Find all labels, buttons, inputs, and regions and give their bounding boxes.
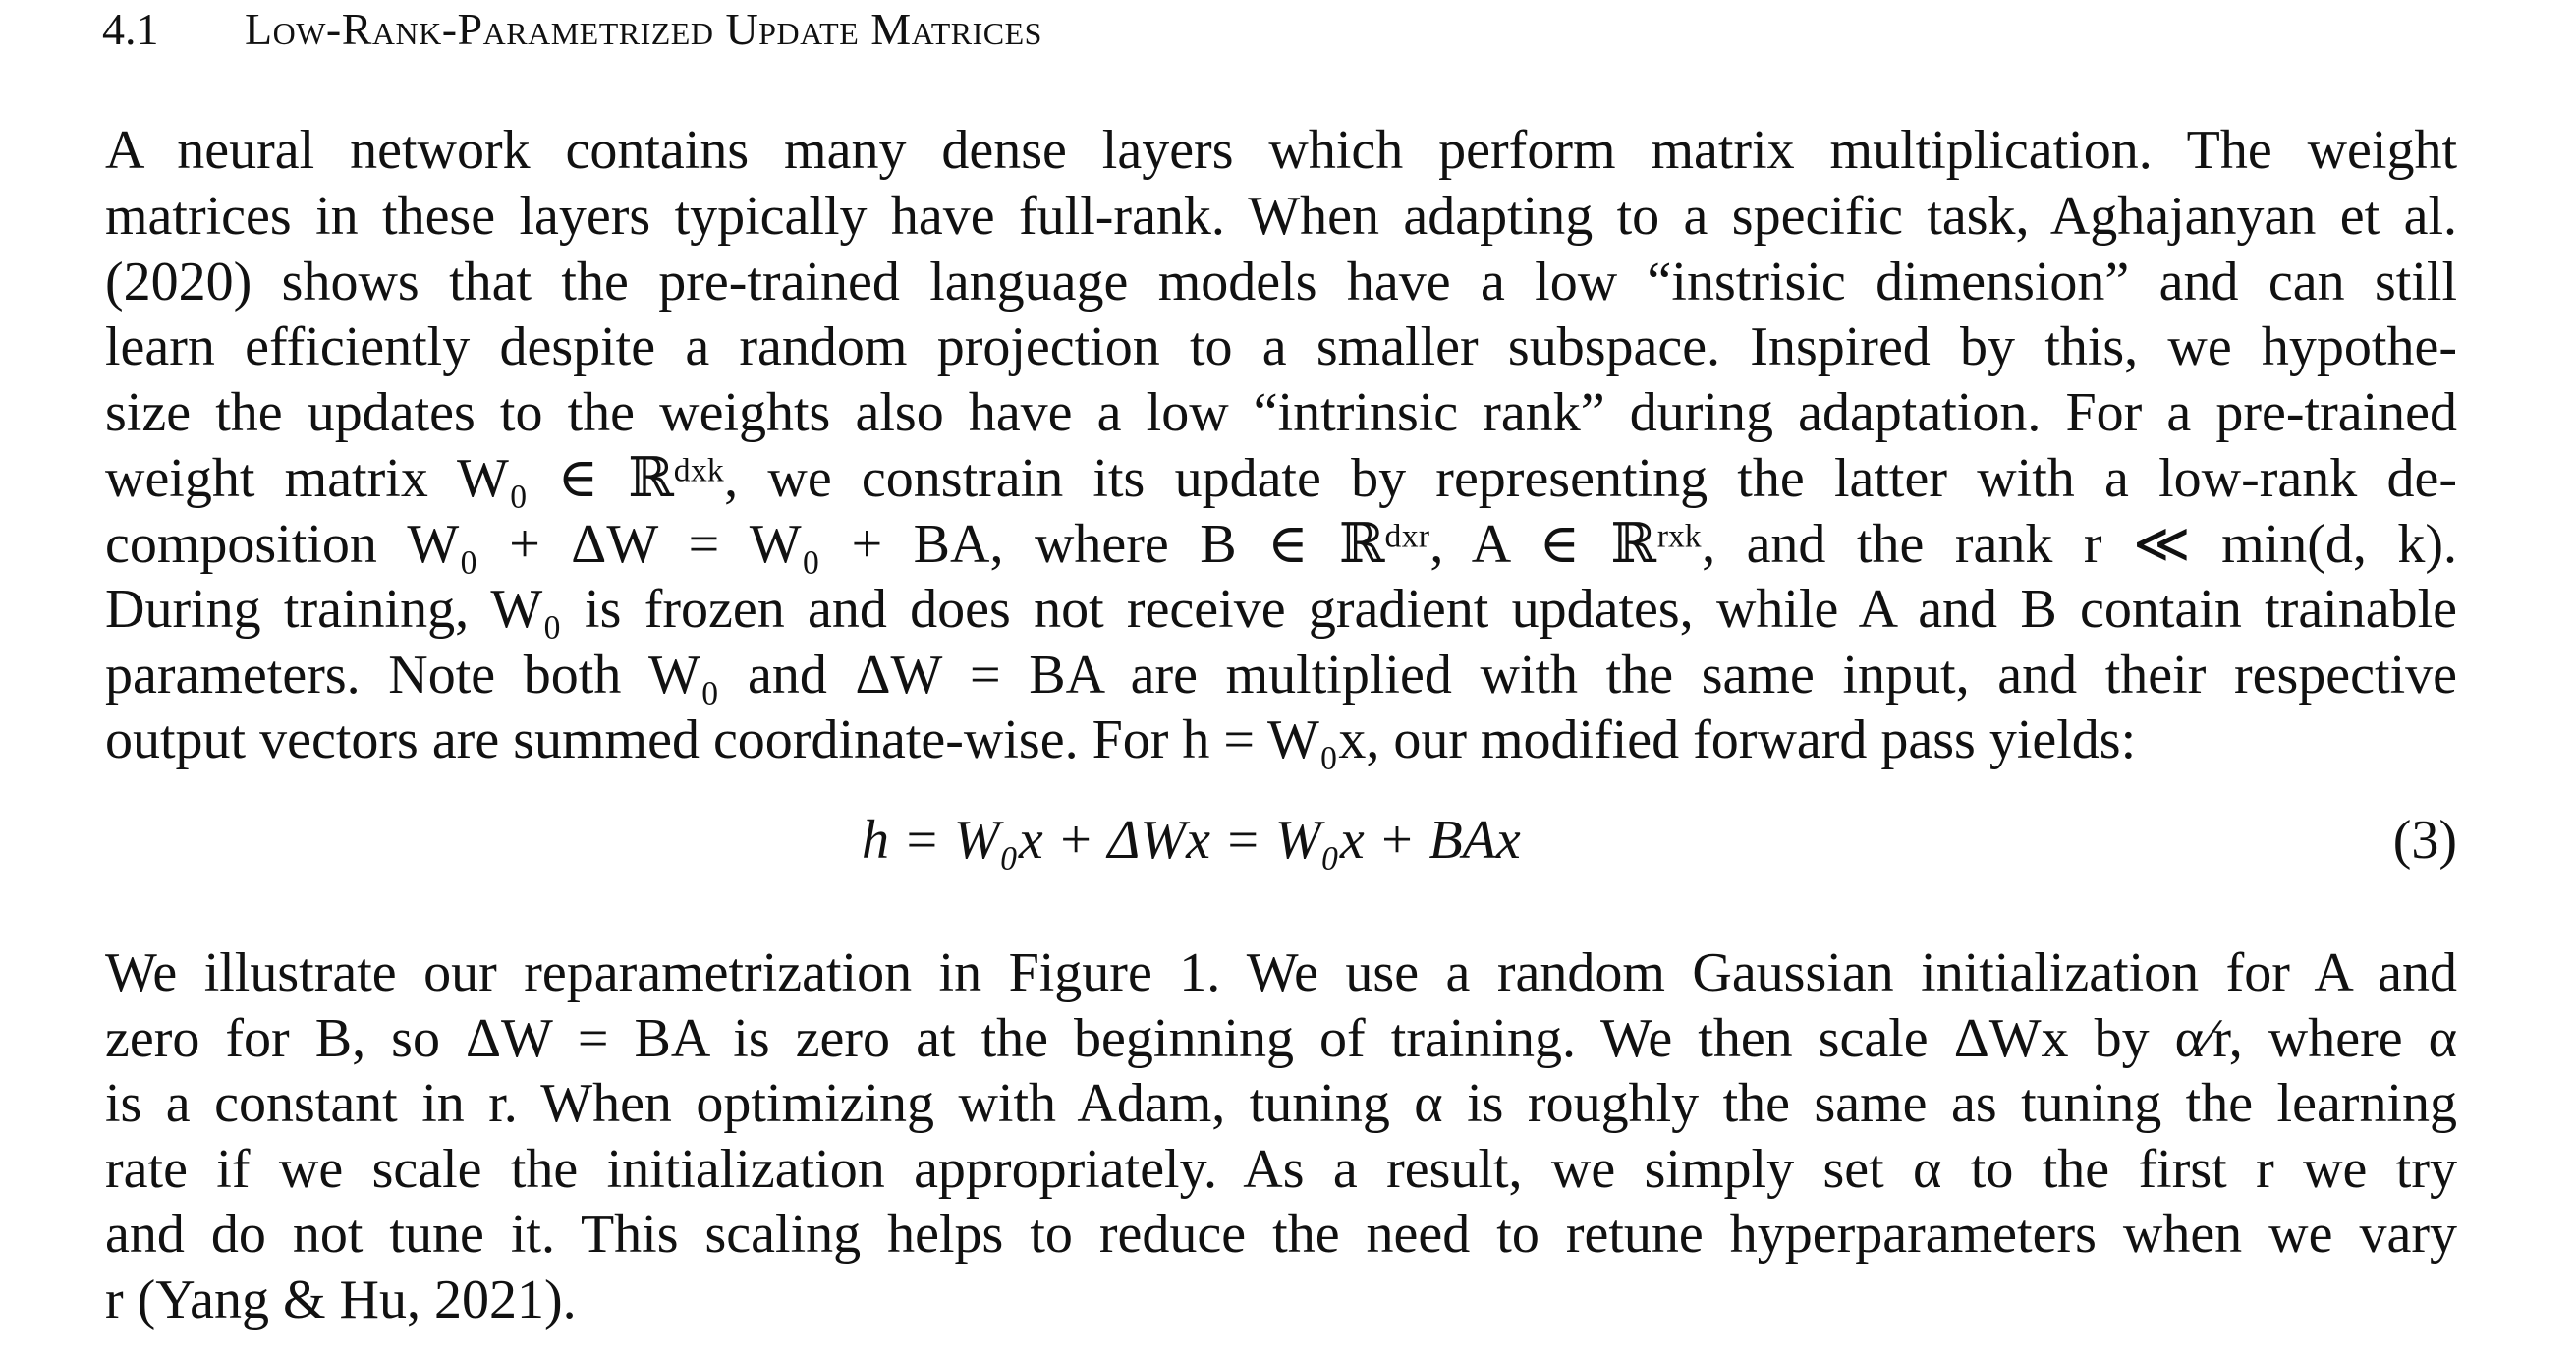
text-line: output vectors are summed coordinate-wise. For h = W₀x, our modified forward pass yields: <box>105 709 2137 770</box>
text-line: composition W₀ + ΔW = W₀ + BA, where B ∈ ℝᵈˣʳ, A ∈ ℝʳˣᵏ, and the rank r ≪ min(d, k). <box>105 514 2457 575</box>
text-line: We illustrate our reparametrization in Figure 1. We use a random Gaussian initialization for A and <box>105 942 2457 1003</box>
text-line: matrices in these layers typically have full-rank. When adapting to a specific task, Aghajanyan et al. <box>105 186 2457 247</box>
section-title: Low-Rank-Parametrized Update Matrices <box>245 4 1042 54</box>
text-line: learn efficiently despite a random projection to a smaller subspace. Inspired by this, we hypothe- <box>105 316 2457 377</box>
text-line: rate if we scale the initialization appropriately. As a result, we simply set α to the first r we try <box>105 1139 2457 1200</box>
text-line: is a constant in r. When optimizing with Adam, tuning α is roughly the same as tuning the learning <box>105 1073 2457 1134</box>
text-line: and do not tune it. This scaling helps to reduce the need to retune hyperparameters when we vary <box>105 1204 2457 1265</box>
equation-3 <box>105 806 2457 875</box>
text-line: During training, W₀ is frozen and does not receive gradient updates, while A and B contain trainable <box>105 579 2457 640</box>
equation-number: (3) <box>2392 810 2457 871</box>
text-line: weight matrix W₀ ∈ ℝᵈˣᵏ, we constrain its update by representing the latter with a low-rank de- <box>105 448 2457 509</box>
text-line: A neural network contains many dense layers which perform matrix multiplication. The weight <box>105 120 2457 181</box>
section-number: 4.1 <box>102 4 159 54</box>
text-line: r (Yang & Hu, 2021). <box>105 1270 577 1331</box>
equation-body: h = W₀x + ΔWx = W₀x + BAx <box>862 810 1521 871</box>
text-line: zero for B, so ΔW = BA is zero at the beginning of training. We then scale ΔWx by α⁄r, where α <box>105 1008 2457 1069</box>
section-heading <box>102 0 1042 59</box>
text-line: (2020) shows that the pre-trained language models have a low “instrisic dimension” and can still <box>105 252 2457 312</box>
text-line: parameters. Note both W₀ and ΔW = BA are multiplied with the same input, and their respective <box>105 645 2457 706</box>
text-line: size the updates to the weights also have a low “intrinsic rank” during adaptation. For a pre-trained <box>105 382 2457 443</box>
